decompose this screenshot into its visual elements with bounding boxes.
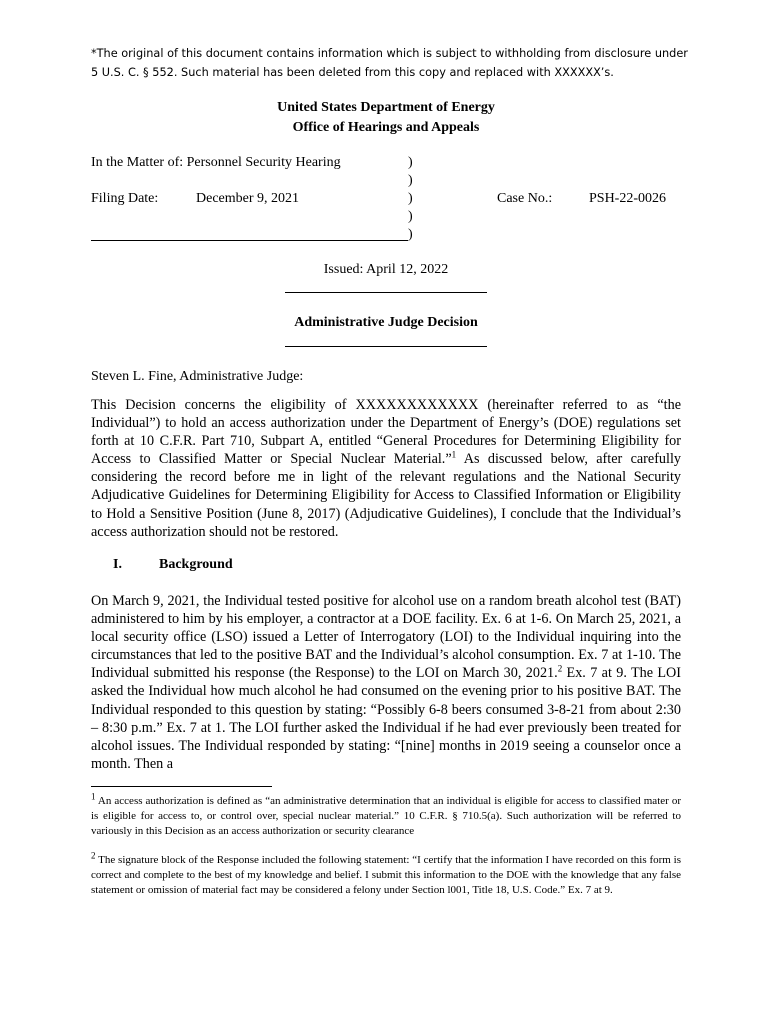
footnote-number: 1 — [91, 791, 96, 802]
issued-date: Issued: April 12, 2022 — [323, 262, 449, 277]
footnote-text: An access authorization is defined as “an administrative determination that an individual is eligible for access to classified mater or is eligible for access to, or control over, special nuclear material.” 10 C.F.R. § 710.5(a). Such authorization will be referred to variously in this Decision as an access authorization or security clearance — [91, 795, 681, 837]
decision-title: Administrative Judge Decision — [294, 315, 478, 330]
filing-date-label: Filing Date: — [91, 191, 159, 206]
intro-text-a: This Decision concerns the eligibility of XXXXXXXXXXXX (hereinafter referred to as “the Individual”) to hold an access authorization under the Department of Energy’s (DOE) regulations set forth at 10 C.F.R. Part 710, Subpart A, entitled “General Procedures for Determining Eligibility for Access to Classified Matter or Special Nuclear Material.” — [91, 397, 681, 468]
agency-heading: United States Department of Energy — [277, 100, 495, 115]
judge-line: Steven L. Fine, Administrative Judge: — [91, 369, 304, 384]
background-paragraph — [91, 592, 681, 773]
filing-date-value: December 9, 2021 — [196, 191, 300, 206]
background-text-a: On March 9, 2021, the Individual tested positive for alcohol use on a random breath alcohol test (BAT) administered to him by his employer, a contractor at a DOE facility. Ex. 6 at 1-6. On March 25, 2021, a local security office (LSO) issued a Letter of Interrogatory (LOI) to the Individual inquiring into the circumstances that led to the positive BAT and the Individual’s alcohol consumption. Ex. 7 at 1-10. The Individual submitted his response (the Response) to the LOI on March 30, 2021. — [91, 593, 681, 682]
intro-text-b: As discussed below, after carefully considering the record before me in light of the relevant regulations and the National Security Adjudicative Guidelines for Determining Eligibility for Access to Classified Information or Eligibility to Hold a Sensitive Position (June 8, 2017) (Adjudicative Guidelines), I conclude that the Individual’s access authorization should not be restored. — [91, 451, 681, 540]
matter-label: In the Matter of: Personnel Security Hearing — [91, 155, 341, 170]
footnote-number: 2 — [91, 850, 96, 861]
section-title: Background — [159, 557, 233, 572]
footnote-text: The signature block of the Response included the following statement: “I certify that the information I have recorded on this form is correct and complete to the best of my knowledge and belief. I submit this information to the DOE with the knowledge that any false statement or omission of material fact may be considered a felony under Section l001, Title 18, U.S. Code.” Ex. 7 at 9. — [91, 854, 681, 896]
background-text-b: Ex. 7 at 9. The LOI asked the Individual how much alcohol he had consumed on the evening prior to his positive BAT. The Individual responded to this question by stating: “Possibly 6-8 beers consumed 3-8-21 from about 2:30 – 8:30 p.m.” Ex. 7 at 1. The LOI further asked the Individual if he had ever previously been treated for alcohol issues. The Individual responded by stating: “[nine] months in 2019 seeing a counselor once a month. Then a — [91, 665, 682, 772]
caption-paren: ) — [408, 155, 413, 170]
caption-paren: ) — [408, 209, 413, 224]
caption-underline — [91, 240, 408, 241]
footnote-separator — [91, 786, 272, 787]
section-number: I. — [113, 557, 122, 572]
caption-paren: ) — [408, 173, 413, 188]
footnote-ref-2: 2 — [557, 663, 563, 674]
intro-paragraph — [91, 396, 681, 541]
redaction-notice: *The original of this document contains information which is subject to withholding from disclosure under 5 U.S. C. § 552. Such material has been deleted from this copy and replaced with XXXXXX’s. — [91, 47, 688, 79]
title-divider — [285, 346, 487, 347]
caption-paren: ) — [408, 227, 413, 242]
footnote-ref-1: 1 — [451, 449, 457, 460]
office-heading: Office of Hearings and Appeals — [292, 120, 480, 135]
issued-divider — [285, 292, 487, 293]
case-number-label: Case No.: — [497, 191, 553, 206]
footnote-1 — [91, 791, 681, 839]
case-number-value: PSH-22-0026 — [589, 191, 667, 206]
footnote-2 — [91, 850, 681, 898]
caption-paren: ) — [408, 191, 413, 206]
